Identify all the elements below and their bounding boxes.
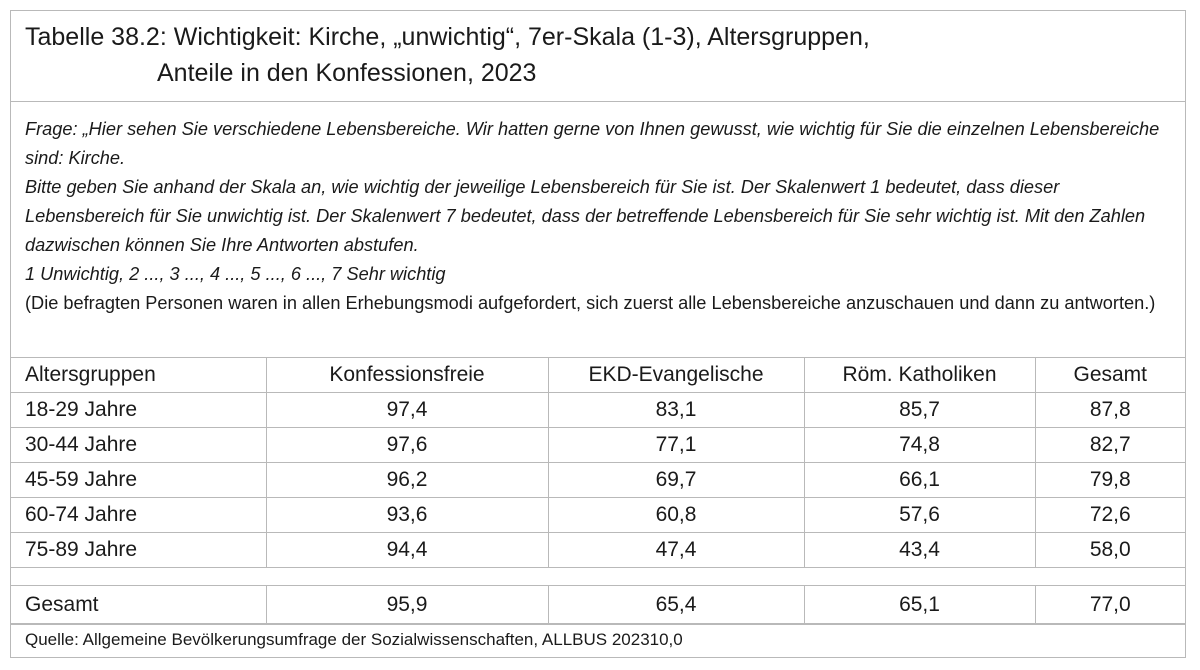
table-row	[11, 428, 1185, 463]
cell-value: 77,1	[548, 428, 804, 463]
table-title	[11, 11, 1185, 102]
row-label: 45-59 Jahre	[11, 463, 266, 498]
total-value: 77,0	[1035, 586, 1185, 625]
cell-value: 97,6	[266, 428, 548, 463]
cell-value: 60,8	[548, 498, 804, 533]
table-row	[11, 498, 1185, 533]
title-line-1: Tabelle 38.2: Wichtigkeit: Kirche, „unwichtig“, 7er-Skala (1-3), Altersgruppen,	[25, 23, 870, 51]
cell-value: 97,4	[266, 393, 548, 428]
table-document	[10, 10, 1186, 658]
cell-value: 93,6	[266, 498, 548, 533]
cell-value: 94,4	[266, 533, 548, 568]
question-text	[11, 102, 1185, 358]
row-label: 75-89 Jahre	[11, 533, 266, 568]
cell-value: 85,7	[804, 393, 1035, 428]
total-row	[11, 586, 1185, 625]
cell-value: 82,7	[1035, 428, 1185, 463]
title-line-2: Anteile in den Konfessionen, 2023	[157, 59, 537, 87]
cell-value: 87,8	[1035, 393, 1185, 428]
table-row	[11, 533, 1185, 568]
question-line: Frage: „Hier sehen Sie verschiedene Lebensbereiche. Wir hatten gerne von Ihnen gewusst, wie wichtig für Sie die einzelnen Lebensbereiche sind: Kirche.	[25, 119, 1160, 168]
cell-value: 96,2	[266, 463, 548, 498]
row-label: 30-44 Jahre	[11, 428, 266, 463]
header-ekd-evangelische: EKD-Evangelische	[548, 358, 804, 393]
scale-description: 1 Unwichtig, 2 ..., 3 ..., 4 ..., 5 ..., 6 ..., 7 Sehr wichtig	[25, 264, 446, 284]
cell-value: 79,8	[1035, 463, 1185, 498]
spacer-cell	[11, 568, 1185, 586]
cell-value: 43,4	[804, 533, 1035, 568]
row-label: 60-74 Jahre	[11, 498, 266, 533]
row-label: 18-29 Jahre	[11, 393, 266, 428]
cell-value: 57,6	[804, 498, 1035, 533]
total-value: 65,1	[804, 586, 1035, 625]
header-konfessionsfreie: Konfessionsfreie	[266, 358, 548, 393]
total-value: 65,4	[548, 586, 804, 625]
cell-value: 72,6	[1035, 498, 1185, 533]
header-roem-katholiken: Röm. Katholiken	[804, 358, 1035, 393]
survey-note: (Die befragten Personen waren in allen Erhebungsmodi aufgefordert, sich zuerst alle Lebensbereiche anzuschauen und dann zu antworten.)	[25, 293, 1156, 313]
table-row	[11, 393, 1185, 428]
header-gesamt: Gesamt	[1035, 358, 1185, 393]
cell-value: 69,7	[548, 463, 804, 498]
spacer-row	[11, 568, 1185, 586]
total-value: 95,9	[266, 586, 548, 625]
table-row	[11, 463, 1185, 498]
source-note: Quelle: Allgemeine Bevölkerungsumfrage der Sozialwissenschaften, ALLBUS 202310,0	[11, 623, 1185, 657]
question-line: Bitte geben Sie anhand der Skala an, wie wichtig der jeweilige Lebensbereich für Sie ist. Der Skalenwert 1 bedeutet, dass dieser Lebensbereich für Sie unwichtig ist. Der Skalenwert 7 bedeutet, dass der betreffende Lebensbereich für Sie sehr wichtig ist. Mit den Zahlen dazwischen können Sie Ihre Antworten abstufen.	[25, 177, 1146, 255]
total-label: Gesamt	[11, 586, 266, 625]
cell-value: 47,4	[548, 533, 804, 568]
header-altersgruppen: Altersgruppen	[11, 358, 266, 393]
table-header-row	[11, 358, 1185, 393]
data-table	[11, 358, 1185, 625]
cell-value: 83,1	[548, 393, 804, 428]
cell-value: 66,1	[804, 463, 1035, 498]
cell-value: 74,8	[804, 428, 1035, 463]
cell-value: 58,0	[1035, 533, 1185, 568]
